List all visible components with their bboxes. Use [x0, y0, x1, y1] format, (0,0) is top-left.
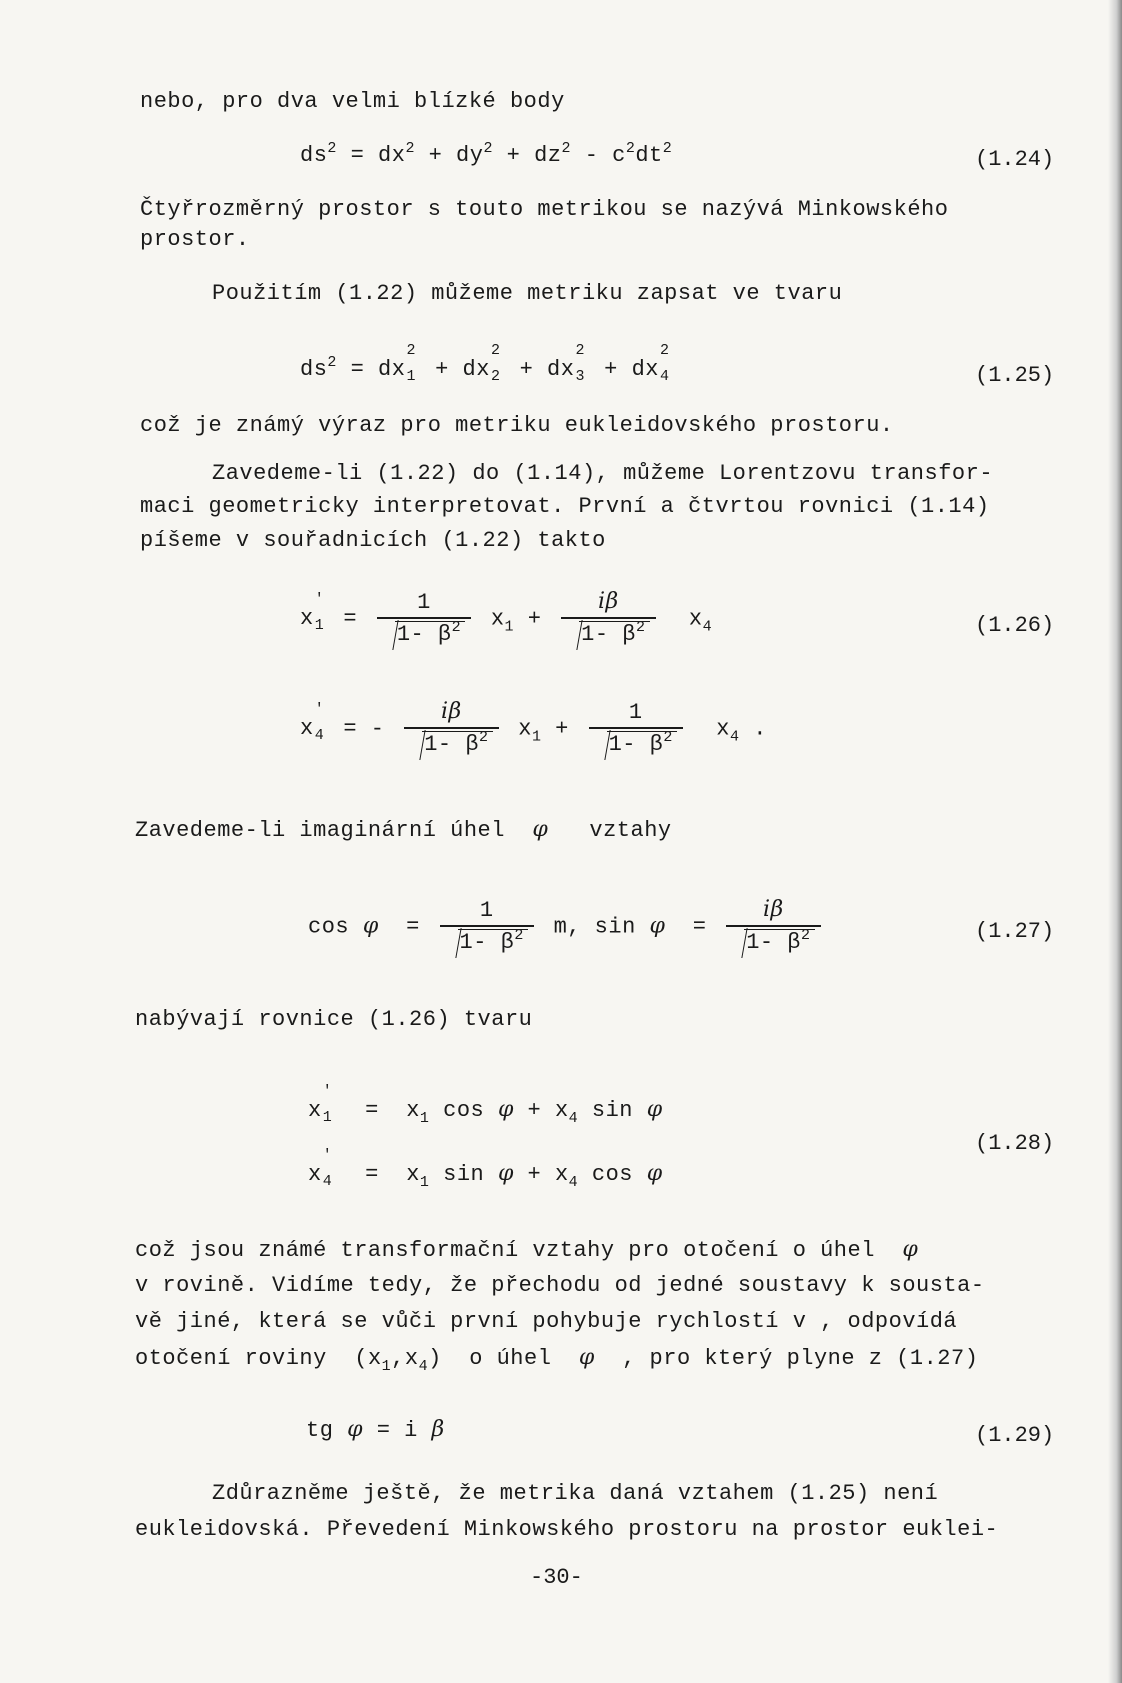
equation-1-28-second: x ′ 4 = $x_1$ $\sin \varphi + x_4$ cos φ	[308, 1147, 663, 1191]
text-line: Zavedeme-li imaginární úhel φ vztahy	[135, 817, 672, 843]
text-line: což jsou známé transformační vztahy pro otočení o úhel φ	[135, 1237, 919, 1263]
text-line: prostor.	[140, 227, 250, 252]
text-line: nabývají rovnice (1.26) tvaru	[135, 1007, 533, 1032]
text-line: maci geometricky interpretovat. První a čtvrtou rovnici (1.14)	[140, 494, 990, 519]
text-line: nebo, pro dva velmi blízké body	[140, 89, 565, 114]
equation-number: (1.24)	[975, 147, 1055, 172]
text-line: v rovině. Vidíme tedy, že přechodu od jedné soustavy k sousta-	[135, 1273, 985, 1298]
equation-1-26-first: x ′ 1 = $\frac{1}{1- \beta^2}$ $x_1$ + $\frac{i\beta}{1- \beta^2}$ $x_4$	[300, 589, 713, 647]
text-line: vě jiné, která se vůči první pohybuje rychlostí v , odpovídá	[135, 1309, 958, 1334]
equation-number: (1.26)	[975, 613, 1055, 638]
equation-1-26-second: x ′ 4 = - $\frac{i\beta}{1- \beta^2}$ $x_1$ + $\frac{1}{1- \beta^2}$ $x_4$ .	[300, 699, 767, 757]
text-line: eukleidovská. Převedení Minkowského prostoru na prostor euklei-	[135, 1517, 999, 1542]
text-line: píšeme v souřadnicích (1.22) takto	[140, 528, 606, 553]
equation-1-24: $ds^2 = dx^2 + dy^2 + dz^2 - c^2dt^2$	[300, 140, 673, 168]
page-number: -30-	[530, 1565, 583, 1590]
equation-number: (1.25)	[975, 363, 1055, 388]
text-line: což je známý výraz pro metriku eukleidovského prostoru.	[140, 413, 894, 438]
equation-1-28-first: x ′ 1 = $x_1$ $\cos \varphi + x_4$ sin φ	[308, 1083, 663, 1127]
equation-1-29: tg φ = i β	[306, 1417, 445, 1443]
equation-number: (1.28)	[975, 1131, 1055, 1156]
text-line: Zavedeme-li (1.22) do (1.14), můžeme Lorentzovu transfor-	[212, 461, 994, 486]
equation-number: (1.27)	[975, 919, 1055, 944]
text-line: otočení roviny $(x_1,x_4)$ o úhel φ , pro který plyne z (1.27)	[135, 1345, 979, 1375]
page-edge-shadow	[1108, 0, 1122, 1683]
text-line: Použitím (1.22) můžeme metriku zapsat ve tvaru	[212, 281, 843, 306]
text-line: Zdůrazněme ještě, že metrika daná vztahem (1.25) není	[212, 1481, 939, 1506]
equation-1-25: $ds^2$ = dx 2 1 + dx 2 2 + dx 2 3 + dx 2 4	[300, 342, 670, 385]
equation-number: (1.29)	[975, 1423, 1055, 1448]
equation-1-27: cos φ = $\frac{1}{1- \beta^2}$ m, sin φ = $\frac{i\beta}{1- \beta^2}$	[308, 896, 827, 957]
text-line: Čtyřrozměrný prostor s touto metrikou se nazývá Minkowského	[140, 197, 949, 222]
